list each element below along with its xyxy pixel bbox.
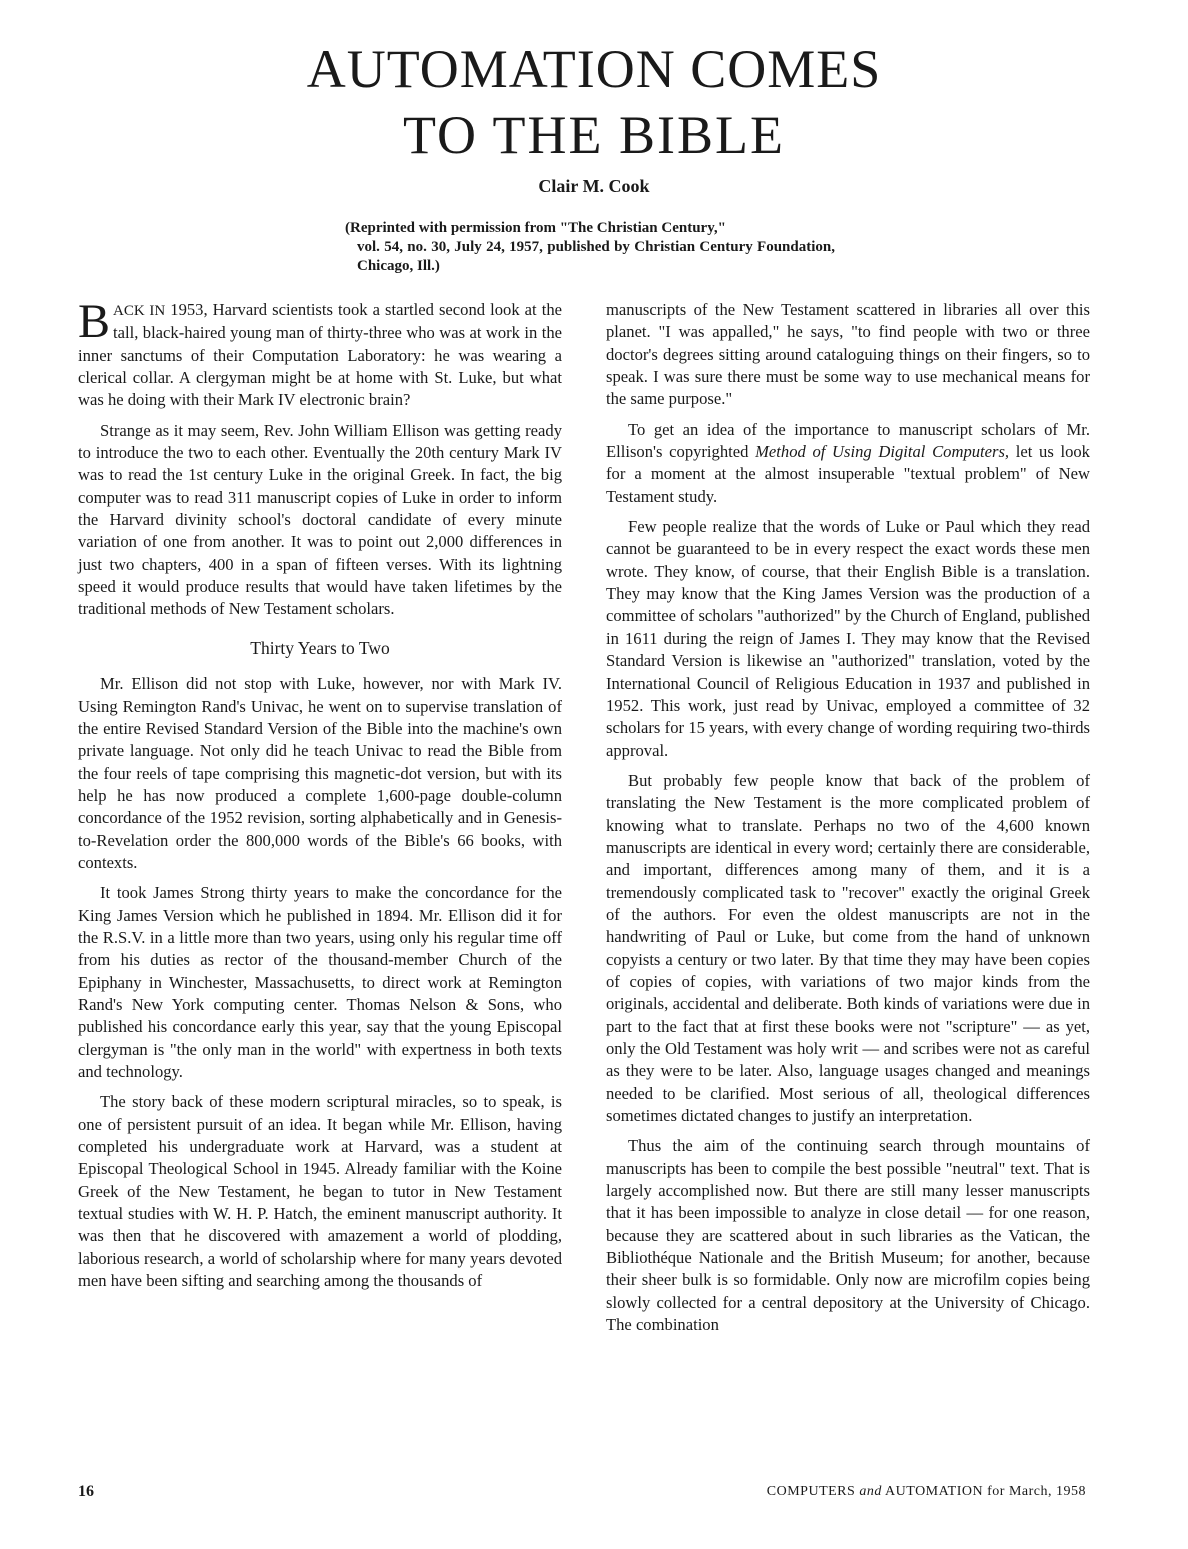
drop-cap: B: [78, 295, 111, 348]
reprint-notice: [345, 219, 835, 276]
reprint-notice-line-1: (Reprinted with permission from "The Christian Century,": [345, 220, 726, 236]
paragraph-text: let us look for a moment at the almost insuperable "textual problem" of New Testament study.: [606, 442, 1090, 506]
paragraph-text: To get an idea of the importance to manuscript scholars of Mr. Ellison's copyrighted: [606, 419, 1090, 462]
paragraph: Few people realize that the words of Luke or Paul which they read cannot be guaranteed to be in every respect the exact words these men wrote. They know, of course, that their English Bible is a translation. They may know that the King James Version was the production of a committee of scholars "authorized" by the Church of England, published in 1611 during the reign of James I. They may know that the Revised Standard Version is likewise an "authorized" translation, voted by the International Council of Religious Education in 1937 and published in 1952. This work, just read by Univac, employed a committee of 32 scholars for 15 years, with every change of wording requiring two-thirds approval.: [606, 517, 1090, 760]
paragraph: The story back of these modern scriptural miracles, so to speak, is one of persistent pursuit of an idea. It began while Mr. Ellison, having completed his undergraduate work at Harvard, was a student at Episcopal Theological School in 1945. Already familiar with the Koine Greek of the New Testament, he began to tutor in New Testament textual studies with W. H. P. Hatch, the eminent manuscript authority. It was then that he discovered with amazement a world of plodding, laborious research, a world of scholarship where for many years devoted men have been sifting and searching among the thousands of: [78, 1092, 562, 1291]
left-column: [78, 295, 563, 1300]
paragraph: Strange as it may seem, Rev. John William Ellison was getting ready to introduce the two to each other. Eventually the 20th century Mark IV was to read the 1st century Luke in the original Greek. In fact, the big computer was to read 311 manuscript copies of Luke in order to inform the Harvard divinity school's doctoral candidate of every minute variation of one from another. It was to point out 2,000 differences in just two chapters, 400 in a span of fifteen verses. With its lightning speed it would produce results that would have taken lifetimes by the traditional methods of New Testament scholars.: [78, 420, 562, 619]
reprint-notice-rest: vol. 54, no. 30, July 24, 1957, published by Christian Century Foundation, Chicago, Ill.): [357, 239, 835, 274]
paragraph: It took James Strong thirty years to make the concordance for the King James Version which he published in 1894. Mr. Ellison did it for the R.S.V. in a little more than two years, using only his regular time off from his duties as rector of the thousand-member Church of the Epiphany in Winchester, Massachusetts, to direct work at Remington Rand's New York computing center. Thomas Nelson & Sons, who published his concordance early this year, say that the young Episcopal clergyman is "the only man in the world" with expertness in both texts and technology.: [78, 883, 562, 1081]
magazine-name-and: and: [859, 1484, 882, 1499]
issue-date: for March, 1958: [987, 1484, 1086, 1499]
right-column: [606, 299, 1090, 1344]
article-title-line-1: AUTOMATION COMES: [306, 39, 882, 99]
opening-words: ACK IN: [113, 303, 166, 319]
opening-paragraph-text: 1953, Harvard scientists took a startled second look at the tall, black-haired young man of thirty-three who was at work in the inner sanctums of their Computation Laboratory: he was wearing a clerical collar. A clergyman might be at home with St. Luke, but what was he doing with their Mark IV electronic brain?: [78, 300, 563, 410]
section-subheading: Thirty Years to Two: [250, 637, 390, 658]
paragraph: But probably few people know that back of the problem of translating the New Testament is the more complicated problem of knowing what to translate. Perhaps no two of the 4,600 known manuscripts are identical in every word; certainly there are considerable, and important, differences among many of them, and it is a tremendously complicated task to "recover" exactly the original Greek of the authors. For even the oldest manuscripts are not in the handwriting of Paul or Luke, but come from the hand of unknown copyists a century or two later. By that time they may have been copies of copies of copies, with variations of two major kinds from the originals, accidental and deliberate. Both kinds of variations were due in part to the fact that at first these books were not "scripture" — as yet, only the Old Testament was holy writ — and scribes were not as careful as they were to be later. Also, language usages changed and meanings needed to be clarified. Most serious of all, theological differences sometimes dictated changes to justify an interpretation.: [606, 770, 1090, 1126]
paragraph: Thus the aim of the continuing search through mountains of manuscripts has been to compile the best possible "neutral" text. That is largely accomplished now. But there are still many lesser manuscripts that it has been impossible to analyze in close detail — for one reason, because they are scattered about in such libraries as the Vatican, the Bibliothéque Nationale and the British Museum; for another, because their sheer bulk is so formidable. Only now are microfilm copies being slowly collected for a central depository at the University of Chicago. The combination: [606, 1136, 1090, 1335]
book-title: Method of Using Digital Computers,: [755, 442, 1010, 462]
magazine-name-word-1: COMPUTERS: [766, 1484, 856, 1499]
magazine-name-word-2: AUTOMATION: [885, 1484, 984, 1499]
author-byline: Clair M. Cook: [538, 176, 650, 196]
running-footer: [680, 1484, 1086, 1500]
opening-paragraph: [78, 295, 563, 412]
paragraph: Mr. Ellison did not stop with Luke, however, nor with Mark IV. Using Remington Rand's Univac, he went on to supervise translation of the entire Revised Standard Version of the Bible into the machine's own private language. Not only did he teach Univac to read the Bible from the four reels of tape comprising this magnetic-dot version, but with its help he has now produced a complete 1,600-page double-column concordance of the 1952 revision, sorting alphabetically and in Genesis-to-Revelation order the 800,000 words of the Bible's 66 books, with contexts.: [78, 674, 562, 872]
continued-paragraph: manuscripts of the New Testament scattered in libraries all over this planet. "I was appalled," he says, "to find people with two or three doctor's degrees sitting around cataloguing things on their fingers, so to speak. I was sure there must be some way to use mechanical means for the same purpose.": [606, 300, 1090, 409]
page-number: 16: [78, 1483, 94, 1500]
paragraph: [606, 419, 1090, 508]
article-title-line-2: TO THE BIBLE: [403, 105, 785, 165]
